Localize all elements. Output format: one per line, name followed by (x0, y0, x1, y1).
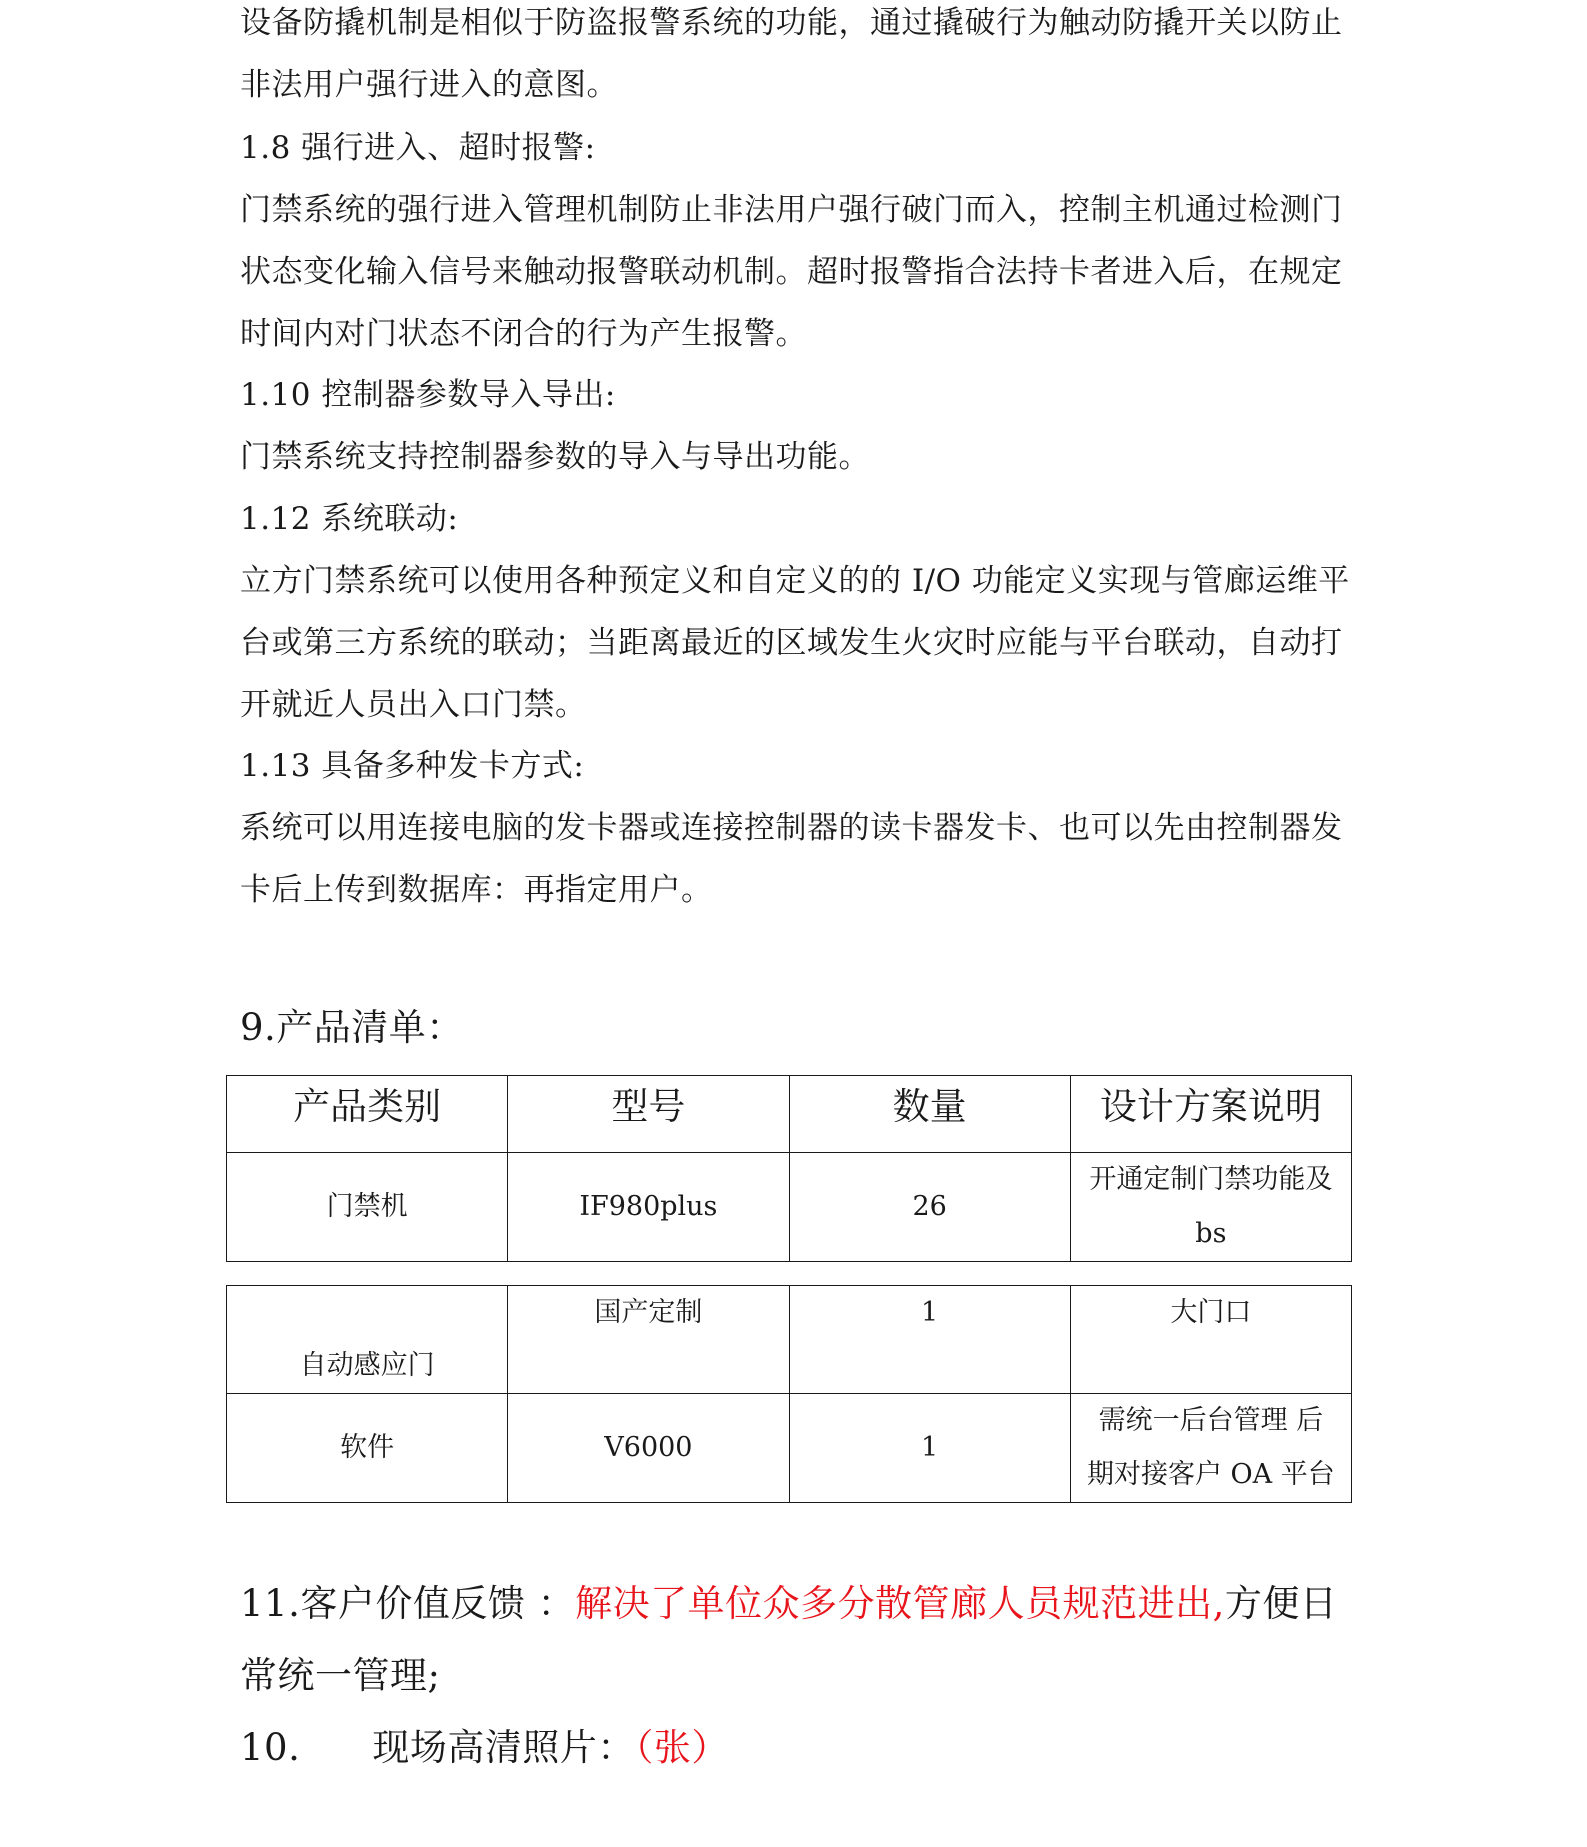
table-header-row (227, 1076, 1352, 1153)
header-design-note: 设计方案说明 (1070, 1076, 1351, 1153)
section-1-13-body: 系统可以用连接电脑的发卡器或连接控制器的读卡器发卡、也可以先由控制器发卡后上传到数据库：再指定用户。 (240, 810, 1343, 908)
note-line-1: 开通定制门禁功能及 (1089, 1164, 1333, 1195)
feedback-label: 11.客户价值反馈 ： (240, 1582, 576, 1625)
table-row (227, 1394, 1352, 1503)
note-line-2: 期对接客户 OA 平台 (1086, 1459, 1335, 1490)
section-1-12-body: 立方门禁系统可以使用各种预定义和自定义的的 I/O 功能定义实现与管廊运维平台或第三方系统的联动；当距离最近的区域发生火灾时应能与平台联动，自动打开就近人员出入口门禁。 (240, 563, 1350, 723)
note-line-1: 需统一后台管理 后 (1098, 1405, 1324, 1436)
cell-category: 软件 (227, 1394, 508, 1503)
section-1-13-heading: 1.13 具备多种发卡方式: (240, 748, 585, 784)
cell-design-note: 大门口 (1070, 1286, 1351, 1394)
table-row (227, 1153, 1352, 1262)
note-line-2: bs (1195, 1218, 1227, 1249)
section-1-12-heading: 1.12 系统联动: (240, 501, 459, 537)
section-1-8-body: 门禁系统的强行进入管理机制防止非法用户强行破门而入，控制主机通过检测门状态变化输入信号来触动报警联动机制。超时报警指合法持卡者进入后，在规定时间内对门状态不闭合的行为产生报警。 (240, 192, 1343, 352)
section-1-10-heading: 1.10 控制器参数导入导出: (240, 377, 616, 413)
product-table-continued (226, 1285, 1352, 1503)
cell-model: IF980plus (508, 1153, 789, 1262)
customer-feedback (240, 1568, 1352, 1712)
cell-category: 门禁机 (227, 1153, 508, 1262)
cell-quantity: 26 (789, 1153, 1070, 1262)
cell-design-note (1070, 1153, 1351, 1262)
photos-number: 10. (240, 1726, 301, 1769)
feedback-highlight: 解决了单位众多分散管廊人员规范进出, (575, 1582, 1225, 1625)
cell-quantity: 1 (789, 1394, 1070, 1503)
site-photos-heading (240, 1712, 729, 1784)
cell-category: 自动感应门 (227, 1286, 508, 1394)
feedback-rest: 方便日常统一管理; (240, 1582, 1338, 1697)
header-quantity: 数量 (789, 1076, 1070, 1153)
cell-model: 国产定制 (508, 1286, 789, 1394)
header-category: 产品类别 (227, 1076, 508, 1153)
anti-tamper-paragraph: 设备防撬机制是相似于防盗报警系统的功能，通过撬破行为触动防撬开关以防止非法用户强行进入的意图。 (240, 5, 1343, 103)
header-model: 型号 (508, 1076, 789, 1153)
table-row (227, 1286, 1352, 1394)
cell-model: V6000 (508, 1394, 789, 1503)
photos-unit: （张） (634, 1726, 729, 1769)
section-1-10-body: 门禁系统支持控制器参数的导入与导出功能。 (240, 439, 870, 475)
cell-design-note (1070, 1394, 1351, 1503)
cell-quantity: 1 (789, 1286, 1070, 1394)
photos-label: 现场高清照片： (372, 1726, 635, 1769)
section-1-8-heading: 1.8 强行进入、超时报警: (240, 130, 596, 166)
product-list-heading: 9.产品清单： (240, 1006, 464, 1049)
product-table-main (226, 1075, 1352, 1262)
